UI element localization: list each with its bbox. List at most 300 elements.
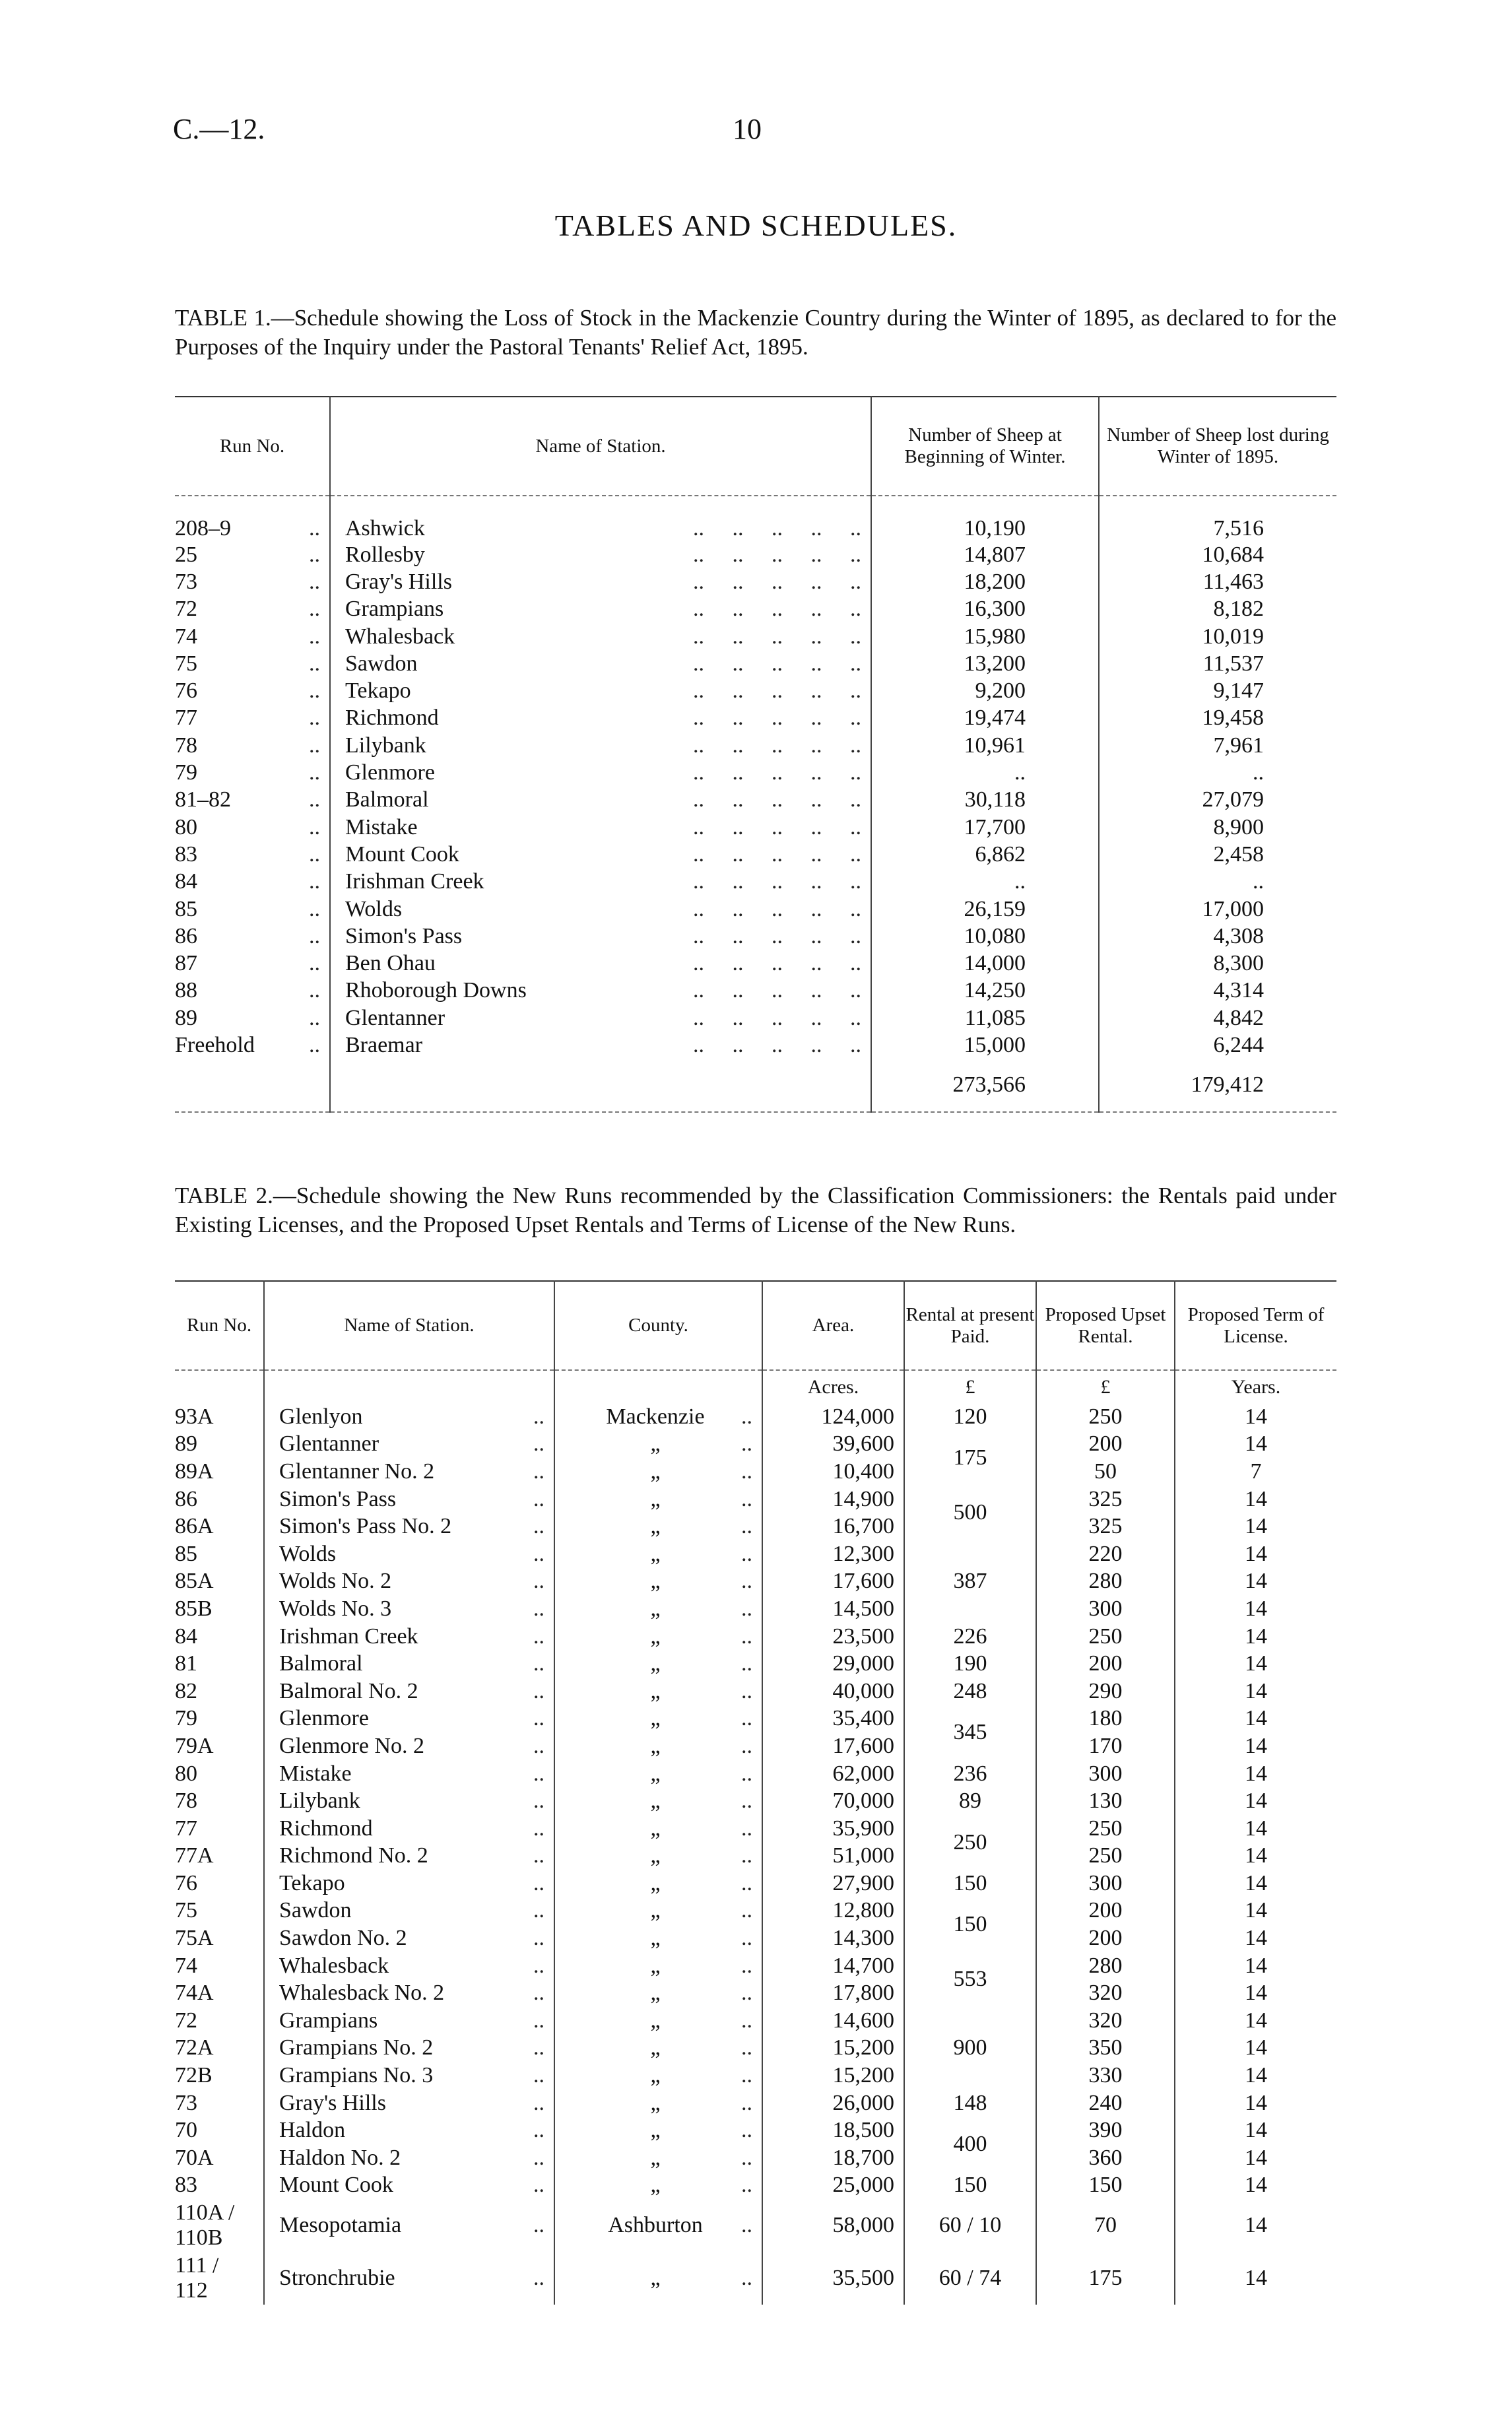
leader-dots: .. [533,2118,544,2143]
leader-dots: .. .. .. .. .. [693,760,861,785]
county [554,2144,762,2172]
leader-dots: .. .. .. .. .. [693,651,861,676]
county-text: „ [650,1678,661,1703]
station-name-text: Glenmore [345,760,435,785]
station-name-text: Glenmore [279,1706,369,1731]
license-term: 14 [1175,2117,1336,2144]
leader-dots: .. [741,1541,752,1566]
area: 18,500 [762,2117,904,2144]
license-term: 14 [1175,2007,1336,2035]
unit-acres: Acres. [762,1370,904,1403]
station-name-text: Haldon No. 2 [279,2145,401,2170]
sheep-start: 10,190 [871,496,1099,541]
rental-present: 345 [904,1705,1036,1760]
run-no [175,596,330,623]
table-row [175,787,1336,814]
sheep-start: 26,159 [871,896,1099,923]
sheep-lost: 10,684 [1099,541,1336,568]
license-term: 14 [1175,1486,1336,1513]
station-name-text: Balmoral No. 2 [279,1678,418,1703]
leader-dots: .. .. .. .. .. [693,678,861,704]
run-no [175,1513,264,1540]
leader-dots: .. [741,1733,752,1758]
rental-present: 226 [904,1623,1036,1651]
table2-description: Schedule showing the New Runs recommended by the Classification Commissioners: the Rentals paid under Existing Licenses, and the Proposed Upset Rentals and Terms of License of the New Runs. [175,1183,1336,1237]
station-name-text: Braemar [345,1032,423,1057]
run-no [175,1458,264,1486]
license-term: 14 [1175,1787,1336,1815]
table-row [175,596,1336,623]
sheep-start: 11,085 [871,1004,1099,1032]
run-no-text: 74A [175,1981,214,2006]
run-no-text: 84 [175,869,197,894]
sheep-start: 13,200 [871,650,1099,677]
rental-present: 553 [904,1952,1036,2007]
leader-dots: .. .. .. .. .. [693,569,861,594]
rental-present: 387 [904,1540,1036,1623]
county-text: „ [650,2035,661,2060]
sheep-start: 15,000 [871,1032,1099,1059]
sheep-lost: 11,537 [1099,650,1336,677]
station-name-text: Lilybank [279,1789,360,1814]
table-row [175,1897,1336,1925]
area: 12,800 [762,1897,904,1925]
station-name [330,787,871,814]
rental-present: 89 [904,1787,1036,1815]
leader-dots: .. [741,1926,752,1951]
leader-dots: .. [741,1898,752,1923]
leader-dots: .. [309,542,320,567]
rental-present: 60 / 10 [904,2199,1036,2252]
station-name-text: Gray's Hills [345,569,452,594]
run-no [175,2199,264,2252]
table-row [175,1732,1336,1760]
county [554,2199,762,2252]
table-row [175,1870,1336,1897]
run-no-text: 70A [175,2145,214,2170]
station-name-text: Rhoborough Downs [345,978,527,1003]
run-no [175,1595,264,1623]
leader-dots: .. [533,2008,544,2033]
station-name-text: Irishman Creek [345,869,484,894]
table-row [175,1431,1336,1459]
run-no [175,869,330,896]
run-no-text: 208–9 [175,516,231,541]
leader-dots: .. [741,1569,752,1594]
station-name-text: Grampians No. 3 [279,2063,434,2088]
run-no [175,568,330,595]
station-name [264,1403,554,1431]
county-text: Ashburton [608,2213,703,2238]
station-name-text: Mount Cook [345,841,459,867]
table2-label: TABLE 2.— [175,1183,296,1208]
table1-caption [175,304,1336,362]
rental-present: 248 [904,1678,1036,1705]
page-title: TABLES AND SCHEDULES. [554,209,958,242]
run-no [175,2172,264,2200]
table-row [175,1815,1336,1843]
run-no [175,1568,264,1596]
station-name-text: Balmoral [345,787,429,812]
license-term: 14 [1175,1760,1336,1788]
county-text: „ [650,1926,661,1951]
leader-dots: .. [741,1678,752,1703]
table-row [175,1678,1336,1705]
table-row [175,1595,1336,1623]
run-no [175,814,330,841]
county [554,1815,762,1843]
station-name [330,814,871,841]
station-name-text: Sawdon [345,651,418,676]
sheep-lost: 6,244 [1099,1032,1336,1059]
license-term: 14 [1175,1595,1336,1623]
col-header-station: Name of Station. [330,397,871,496]
table-row [175,1760,1336,1788]
leader-dots: .. [533,1898,544,1923]
station-name [330,923,871,950]
table-row [175,650,1336,677]
rental-present: 900 [904,2007,1036,2089]
county [554,1595,762,1623]
run-no-text: 85A [175,1569,214,1594]
col-header-run-no: Run No. [186,1315,252,1336]
table-row [175,1486,1336,1513]
station-name [264,1431,554,1459]
run-no-text: 80 [175,814,197,839]
run-no-text: 75 [175,1898,197,1923]
area: 70,000 [762,1787,904,1815]
leader-dots: .. [533,2173,544,2198]
county [554,1870,762,1897]
rental-present: 120 [904,1403,1036,1431]
table-row [175,1924,1336,1952]
document-reference: C.—12. [173,113,265,145]
table-row [175,814,1336,841]
county [554,2089,762,2117]
run-no-text: 88 [175,978,197,1003]
upset-rental: 200 [1036,1897,1175,1925]
table-row [175,1032,1336,1059]
upset-rental: 325 [1036,1486,1175,1513]
unit-pound: £ [1036,1370,1175,1403]
run-no-text: 89 [175,1431,197,1457]
station-name [264,2007,554,2035]
station-name [330,705,871,732]
leader-dots: .. .. .. .. .. [693,978,861,1003]
area: 58,000 [762,2199,904,2252]
table-row [175,2199,1336,2252]
upset-rental: 320 [1036,1979,1175,2007]
station-name [264,1760,554,1788]
county [554,1540,762,1568]
county [554,1678,762,1705]
station-name [330,869,871,896]
run-no [175,2117,264,2144]
rental-present: 60 / 74 [904,2252,1036,2305]
leader-dots: .. [533,1486,544,1511]
county [554,2117,762,2144]
leader-dots: .. [741,2063,752,2088]
area: 62,000 [762,1760,904,1788]
license-term: 14 [1175,1952,1336,1980]
rental-present: 190 [904,1650,1036,1678]
table-loss-of-stock [175,396,1336,1113]
sheep-lost: 17,000 [1099,896,1336,923]
station-name [264,1979,554,2007]
run-no [175,1952,264,1980]
run-no-text: 89 [175,1005,197,1030]
unit-years: Years. [1175,1370,1336,1403]
run-no-text: 79 [175,760,197,785]
leader-dots: .. [533,1596,544,1621]
area: 39,600 [762,1431,904,1459]
run-no [175,1486,264,1513]
run-no [175,1924,264,1952]
upset-rental: 330 [1036,2062,1175,2089]
upset-rental: 70 [1036,2199,1175,2252]
leader-dots: .. [741,1459,752,1484]
run-no-text: 74 [175,624,197,649]
leader-dots: .. [533,1761,544,1786]
leader-dots: .. .. .. .. .. [693,516,861,541]
run-no [175,2035,264,2062]
leader-dots: .. [741,1761,752,1786]
upset-rental: 320 [1036,2007,1175,2035]
area: 17,600 [762,1568,904,1596]
area: 40,000 [762,1678,904,1705]
license-term: 14 [1175,2199,1336,2252]
leader-dots: .. [741,1404,752,1429]
county [554,2172,762,2200]
leader-dots: .. .. .. .. .. [693,869,861,894]
area: 10,400 [762,1458,904,1486]
county [554,1403,762,1431]
leader-dots: .. [741,1651,752,1676]
leader-dots: .. [741,1486,752,1511]
station-name-text: Glentanner No. 2 [279,1459,435,1484]
upset-rental: 350 [1036,2035,1175,2062]
county [554,1568,762,1596]
sheep-start: 14,000 [871,950,1099,977]
county [554,1431,762,1459]
sheep-lost: 4,308 [1099,923,1336,950]
leader-dots: .. [309,787,320,812]
sheep-lost: 8,182 [1099,596,1336,623]
table-row [175,1403,1336,1431]
leader-dots: .. [309,923,320,948]
station-name [264,1513,554,1540]
leader-dots: .. [741,2008,752,2033]
station-name-text: Glenmore No. 2 [279,1733,425,1758]
leader-dots: .. [533,2213,544,2238]
upset-rental: 250 [1036,1403,1175,1431]
col-header-term: Proposed Term of License. [1175,1281,1336,1370]
station-name [264,1678,554,1705]
run-no [175,1540,264,1568]
station-name [330,977,871,1004]
sheep-start: 30,118 [871,787,1099,814]
run-no-text: 72B [175,2063,213,2088]
leader-dots: .. [533,2063,544,2088]
station-name-text: Mesopotamia [279,2213,402,2238]
station-name-text: Irishman Creek [279,1624,418,1649]
run-no-text: 76 [175,678,197,704]
sheep-start: 15,980 [871,623,1099,650]
leader-dots: .. [741,1431,752,1457]
sheep-lost: 4,314 [1099,977,1336,1004]
county [554,1513,762,1540]
run-no-text: 84 [175,1624,197,1649]
upset-rental: 250 [1036,1815,1175,1843]
run-no [175,1705,264,1733]
run-no-text: 86 [175,923,197,948]
run-no-text: 81 [175,1651,197,1676]
run-no [175,787,330,814]
area: 16,700 [762,1513,904,1540]
run-no-text: 85 [175,896,197,921]
station-name [330,950,871,977]
table1-label: TABLE 1.— [175,305,294,331]
table-row [175,923,1336,950]
upset-rental: 170 [1036,1732,1175,1760]
leader-dots: .. .. .. .. .. [693,706,861,731]
run-no-text: 73 [175,569,197,594]
table-row [175,896,1336,923]
totals-row [175,1059,1336,1112]
table-row [175,950,1336,977]
table-row [175,496,1336,541]
station-name-text: Wolds No. 2 [279,1569,392,1594]
run-no-text: 83 [175,2173,197,2198]
sheep-start: 19,474 [871,705,1099,732]
leader-dots: .. [741,2173,752,2198]
station-name-text: Glenlyon [279,1404,363,1429]
run-no-text: 72 [175,2008,197,2033]
upset-rental: 240 [1036,2089,1175,2117]
run-no [175,732,330,759]
leader-dots: .. [309,1032,320,1057]
station-name-text: Lilybank [345,733,426,758]
run-no [175,1843,264,1870]
leader-dots: .. .. .. .. .. [693,951,861,976]
area: 29,000 [762,1650,904,1678]
upset-rental: 280 [1036,1952,1175,1980]
run-no [175,896,330,923]
upset-rental: 220 [1036,1540,1175,1568]
station-name [330,496,871,541]
license-term: 14 [1175,1431,1336,1459]
rental-present: 175 [904,1431,1036,1486]
county [554,1952,762,1980]
table-row [175,2035,1336,2062]
run-no-text: 86 [175,1486,197,1511]
run-no [175,1870,264,1897]
upset-rental: 390 [1036,2117,1175,2144]
leader-dots: .. [533,1431,544,1457]
leader-dots: .. [309,706,320,731]
leader-dots: .. [741,2035,752,2060]
run-no-text: 111 / 112 [175,2253,219,2303]
leader-dots: .. .. .. .. .. [693,542,861,567]
station-name [264,2144,554,2172]
leader-dots: .. [309,841,320,867]
leader-dots: .. [533,1926,544,1951]
sheep-start: 9,200 [871,677,1099,704]
leader-dots: .. [309,569,320,594]
station-name-text: Stronchrubie [279,2266,395,2291]
sheep-start: .. [871,869,1099,896]
area: 35,500 [762,2252,904,2305]
station-name [330,1004,871,1032]
sheep-lost: 4,842 [1099,1004,1336,1032]
run-no [175,759,330,786]
license-term: 14 [1175,1979,1336,2007]
leader-dots: .. [309,516,320,541]
run-no-text: 77A [175,1843,214,1868]
station-name-text: Wolds [279,1541,337,1566]
county-text: „ [650,1459,661,1484]
county-text: „ [650,2173,661,2198]
rental-present: 150 [904,1897,1036,1952]
station-name [330,650,871,677]
area: 15,200 [762,2035,904,2062]
sheep-lost: .. [1099,759,1336,786]
leader-dots: .. [309,951,320,976]
table1-description: Schedule showing the Loss of Stock in the Mackenzie Country during the Winter of 1895, as declared to for the Purposes of the Inquiry under the Pastoral Tenants' Relief Act, 1895. [175,305,1336,360]
run-no-text: 110A / 110B [175,2200,235,2251]
run-no [175,623,330,650]
county [554,1760,762,1788]
table-row [175,2007,1336,2035]
table-row [175,732,1336,759]
leader-dots: .. [309,814,320,839]
leader-dots: .. .. .. .. .. [693,624,861,649]
table-new-runs [175,1280,1336,2305]
station-name [330,541,871,568]
station-name-text: Wolds No. 3 [279,1596,392,1621]
license-term: 7 [1175,1458,1336,1486]
license-term: 14 [1175,1843,1336,1870]
station-name [264,1843,554,1870]
run-no-text: 85 [175,1541,197,1566]
run-no [175,1815,264,1843]
leader-dots: .. [741,2213,752,2238]
upset-rental: 200 [1036,1924,1175,1952]
run-no [175,677,330,704]
county-text: „ [650,1981,661,2006]
county-text: „ [650,1898,661,1923]
table-row [175,1843,1336,1870]
leader-dots: .. [533,1733,544,1758]
station-name [264,1870,554,1897]
station-name-text: Richmond [279,1816,373,1841]
license-term: 14 [1175,2035,1336,2062]
sheep-lost: 8,900 [1099,814,1336,841]
leader-dots: .. .. .. .. .. [693,923,861,948]
area: 14,500 [762,1595,904,1623]
leader-dots: .. [741,2266,752,2291]
run-no [175,1732,264,1760]
county [554,1650,762,1678]
county-text: „ [650,1789,661,1814]
area: 17,600 [762,1732,904,1760]
county-text: „ [650,1843,661,1868]
station-name [264,1650,554,1678]
run-no [175,2144,264,2172]
license-term: 14 [1175,1513,1336,1540]
station-name-text: Grampians [345,597,444,622]
county-text: „ [650,1953,661,1978]
